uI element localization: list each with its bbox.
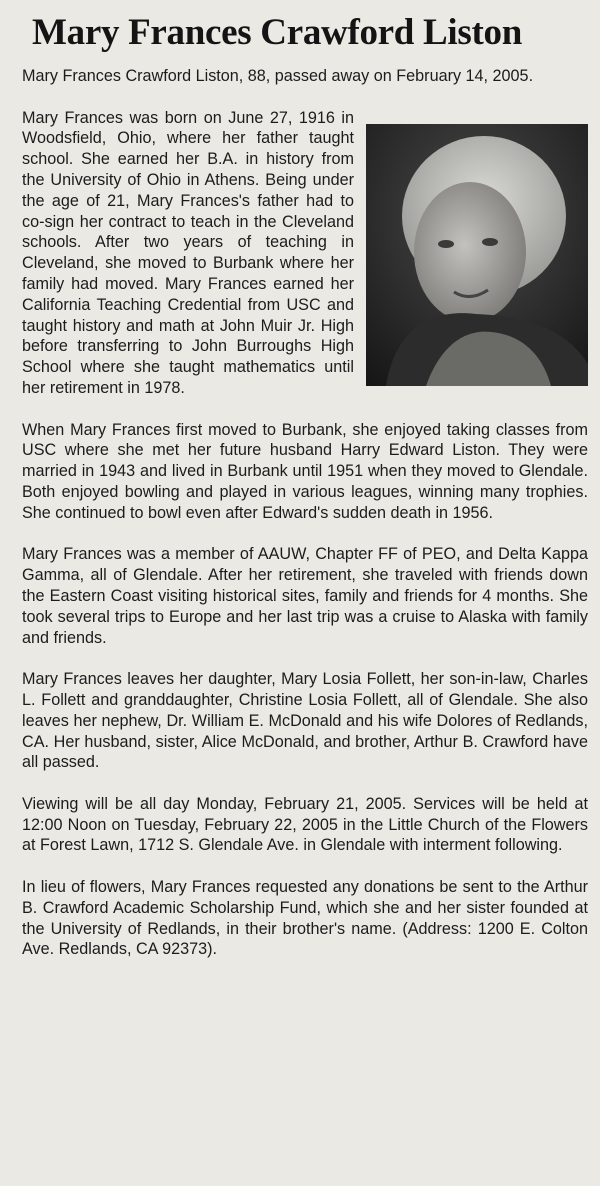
paragraph-memberships: Mary Frances was a member of AAUW, Chapter FF of PEO, and Delta Kappa Gamma, all of Glendale. After her retirement, she traveled with friends down the Eastern Coast visiting historical sites, family and friends for 4 months. She took several trips to Europe and her last trip was a cruise to Alaska with family and friends.: [22, 545, 588, 647]
paragraph-services: Viewing will be all day Monday, February 21, 2005. Services will be held at 12:00 Noon on Tuesday, February 22, 2005 in the Little Church of the Flowers at Forest Lawn, 1712 S. Glendale Ave. in Glendale with interment following.: [22, 794, 588, 855]
obituary-headline: Mary Frances Crawford Liston: [32, 12, 522, 53]
paragraph-announcement: Mary Frances Crawford Liston, 88, passed away on February 14, 2005.: [22, 67, 534, 85]
paragraph-early-life: Mary Frances was born on June 27, 1916 in Woodsfield, Ohio, where her father taught school. She earned her B.A. in history from the University of Ohio in Athens. Being under the age of 21, Mary Frances's father had to co-sign her contract to teach in the Cleveland schools. After two years of teaching in Cleveland, she moved to Burbank where her family had moved. Mary Frances earned her California Teaching Credential from USC and taught history and math at John Muir Jr. High before transferring to John Burroughs High School where she taught mathematics until her retirement in 1978.: [22, 108, 354, 397]
paragraph-donations: In lieu of flowers, Mary Frances requested any donations be sent to the Arthur B. Crawford Academic Scholarship Fund, which she and her sister founded at the University of Redlands, in their brother's name. (Address: 1200 E. Colton Ave. Redlands, CA 92373).: [22, 878, 588, 959]
portrait-photo: [366, 124, 588, 386]
obituary-body: [22, 66, 588, 960]
paragraph-survivors: Mary Frances leaves her daughter, Mary Losia Follett, her son-in-law, Charles L. Follett and granddaughter, Christine Losia Follett, all of Glendale. She also leaves her nephew, Dr. William E. McDonald and his wife Dolores of Redlands, CA. Her husband, sister, Alice McDonald, and brother, Arthur B. Crawford have all passed.: [22, 670, 588, 772]
portrait-icon: [366, 124, 588, 386]
paragraph-marriage: When Mary Frances first moved to Burbank, she enjoyed taking classes from USC where she met her future husband Harry Edward Liston. They were married in 1943 and lived in Burbank until 1951 when they moved to Glendale. Both enjoyed bowling and played in various leagues, winning many trophies. She continued to bowl even after Edward's sudden death in 1956.: [22, 420, 588, 522]
